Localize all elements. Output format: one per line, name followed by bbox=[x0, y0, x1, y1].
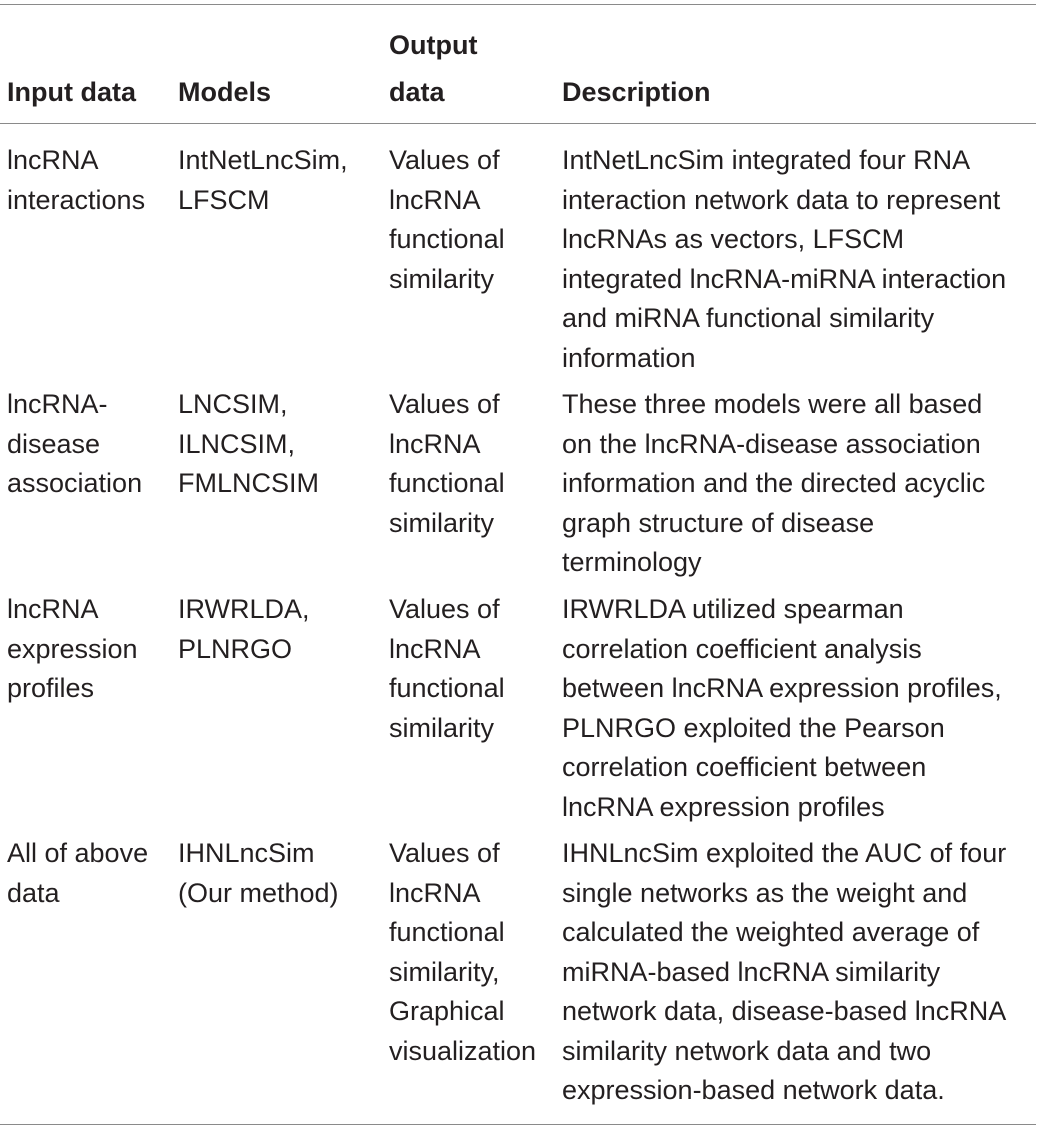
header-input-data: Input data bbox=[7, 77, 136, 107]
cell-models: IRWRLDA, PLNRGO bbox=[178, 594, 310, 664]
cell-input-data: lncRNA expression profiles bbox=[7, 594, 138, 703]
cell-models: IntNetLncSim, LFSCM bbox=[178, 145, 348, 215]
cell-description: These three models were all based on the lncRNA-disease association information and the directed acyclic graph structure of disease terminology bbox=[562, 389, 986, 577]
cell-description: IHNLncSim exploited the AUC of four single networks as the weight and calculated the weighted average of miRNA-based lncRNA similarity network data, disease-based lncRNA similarity network data and two expression-based network data. bbox=[562, 838, 1007, 1105]
table-bottom-rule bbox=[0, 1124, 1036, 1125]
cell-output-data: Values of lncRNA functional similarity bbox=[389, 389, 505, 538]
header-description: Description bbox=[562, 77, 711, 107]
cell-input-data: All of above data bbox=[7, 838, 149, 908]
cell-output-data: Values of lncRNA functional similarity, Graphical visualization bbox=[389, 838, 537, 1066]
table-top-rule bbox=[0, 4, 1036, 5]
cell-models: IHNLncSim (Our method) bbox=[178, 838, 339, 908]
table-header-row bbox=[0, 22, 1036, 122]
cell-models: LNCSIM, ILNCSIM, FMLNCSIM bbox=[178, 389, 319, 498]
cell-output-data: Values of lncRNA functional similarity bbox=[389, 594, 505, 743]
cell-output-data: Values of lncRNA functional similarity bbox=[389, 145, 505, 294]
header-output-data: Output data bbox=[389, 30, 478, 107]
cell-input-data: lncRNA- disease association bbox=[7, 389, 143, 498]
header-models: Models bbox=[178, 77, 272, 107]
table-header-rule bbox=[0, 123, 1036, 124]
cell-input-data: lncRNA interactions bbox=[7, 145, 146, 215]
cell-description: IRWRLDA utilized spearman correlation coefficient analysis between lncRNA expression profiles, PLNRGO exploited the Pearson correlation coefficient between lncRNA expression profiles bbox=[562, 594, 1002, 822]
cell-description: IntNetLncSim integrated four RNA interaction network data to represent lncRNAs as vectors, LFSCM integrated lncRNA-miRNA interaction and miRNA functional similarity information bbox=[562, 145, 1007, 373]
